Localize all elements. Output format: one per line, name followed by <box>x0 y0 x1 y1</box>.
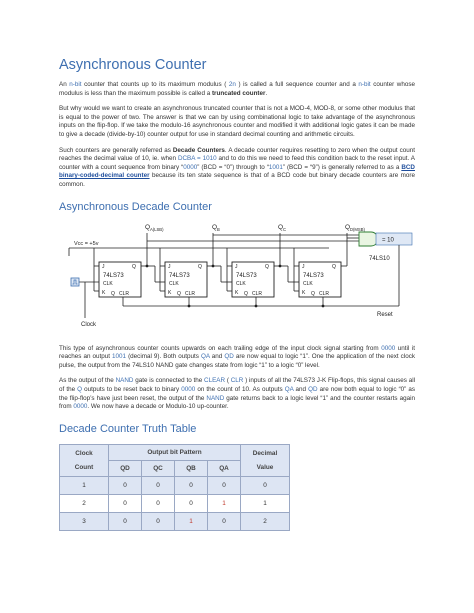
section-heading-truth-table: Decade Counter Truth Table <box>59 422 197 435</box>
term-1001: 1001 <box>112 353 127 361</box>
text-run: This type of asynchronous counter counts upwards on each trailing edge of the input clock signal starting from <box>59 344 382 352</box>
ff-clr-label: CLR <box>252 290 263 297</box>
header-value: Value <box>256 463 274 471</box>
nand-input-wires <box>147 233 359 241</box>
term-q: Q <box>77 385 83 393</box>
ff-qbar-label: Q <box>111 290 115 297</box>
term-n-bit: n-bit <box>358 81 371 88</box>
bcd-counter-link[interactable]: BCD binary-coded-decimal counter <box>59 163 415 180</box>
paragraph-decade <box>59 147 415 190</box>
flip-flop-1 <box>99 262 141 297</box>
text-run: are now both equal to logic “0” as the flip-flop’s have just been reset, the output of the <box>59 385 416 402</box>
cell-qa: 0 <box>208 476 241 494</box>
term-decade-counters: Decade Counters <box>172 146 225 154</box>
paragraph-operation <box>59 345 415 371</box>
term-nand: NAND <box>206 394 225 402</box>
term-dcba: DCBA = 1010 <box>177 155 217 163</box>
circuit-diagram <box>59 220 415 338</box>
ff-q-label: Q <box>265 263 269 270</box>
cell-qb: 0 <box>175 476 208 494</box>
cell-qa: 1 <box>208 494 241 512</box>
text-run: on the count of 10. As outputs <box>195 385 285 393</box>
ff-j-label: J <box>235 263 238 270</box>
term-truncated-counter: truncated counter <box>211 89 266 97</box>
clock-label: Clock <box>81 321 97 328</box>
ff-clr-label: CLR <box>119 290 130 297</box>
text-run: until it reaches an output <box>59 344 415 361</box>
paragraph-intro <box>59 81 415 98</box>
ff-clr-label: CLR <box>185 290 196 297</box>
term-2n: 2n <box>228 81 236 88</box>
cell-count: 3 <box>60 512 109 530</box>
cell-qd: 0 <box>109 494 142 512</box>
cell-qb: 0 <box>175 494 208 512</box>
term-clear: CLEAR <box>204 377 226 385</box>
ff-q-label: Q <box>332 263 336 270</box>
cell-qc: 0 <box>142 494 175 512</box>
cell-qa: 0 <box>208 512 241 530</box>
header-decimal: Decimal <box>252 449 278 457</box>
clock-source-icon <box>71 278 79 286</box>
term-0000: 0000 <box>183 163 198 171</box>
text-run: counter that counts up to its maximum modulus ( <box>81 81 229 88</box>
header-clock-count <box>60 444 109 476</box>
flip-flop-2 <box>165 262 207 297</box>
text-run: ) is called a full sequence counter and a <box>235 81 359 88</box>
page-title: Asynchronous Counter <box>59 57 207 73</box>
col-qa: QA <box>208 460 241 476</box>
ff-q-label: Q <box>198 263 202 270</box>
clock-wires <box>79 282 99 318</box>
table-row <box>60 494 290 512</box>
text-run: gate returns back to a logic level “1” and the counter restarts again from <box>59 394 415 411</box>
text-run: . <box>265 89 268 97</box>
vcc-label: Vcc = +5v <box>74 240 99 247</box>
header-output-pattern: Output bit Pattern <box>109 444 241 460</box>
ff-j-label: J <box>168 263 171 270</box>
ff-chip-label: 74LS73 <box>169 272 190 279</box>
header-decimal-value <box>241 444 290 476</box>
q-label-a: Q <box>145 223 151 231</box>
term-1001: 1001 <box>268 163 283 171</box>
text-run: because its ten state sequence is that of a BCD code but binary decade counters are more common. <box>59 172 415 188</box>
ff-clr-label: CLR <box>319 290 330 297</box>
col-qc: QC <box>142 460 175 476</box>
ff-k-label: K <box>102 289 106 296</box>
q-sub-d: D(MSB) <box>350 226 365 232</box>
term-qa: QA <box>284 385 294 393</box>
term-qd: QD <box>308 385 318 393</box>
cell-decimal: 0 <box>241 476 290 494</box>
q-sub-c: C <box>283 226 287 232</box>
term-n-bit: n-bit <box>69 81 82 88</box>
col-qb: QB <box>175 460 208 476</box>
text-run: gate is connected to the <box>133 377 205 385</box>
ff-k-label: K <box>235 289 239 296</box>
term-0000: 0000 <box>181 385 196 393</box>
cell-count: 1 <box>60 476 109 494</box>
term-qd: QD <box>224 353 234 361</box>
ff-chip-label: 74LS73 <box>103 272 124 279</box>
table-row <box>60 512 290 530</box>
text-run: and <box>209 353 225 361</box>
q-label-c: Q <box>278 223 284 231</box>
text-run: . A decade counter requires resetting to zero when the output count reaches the decimal value of 10, ie. when <box>59 146 415 163</box>
cell-count: 2 <box>60 494 109 512</box>
paragraph-why: But why would we want to create an asynchronous truncated counter that is not a MOD-4, MOD-8, or some other modulus that is equal to the power of two. The answer is that we can by using combinational logic to take advantage of the asynchronous inputs on the flip-flop. If we take the modulo-16 asynchronous counter and modified it with additional logic gates it can be made to give a decade (divide-by-10) counter output for use in standard decimal counting and arithmetic circuits. <box>59 105 415 138</box>
text-run: As the output of the <box>59 377 116 385</box>
q-sub-a: A(LSB) <box>150 226 164 232</box>
q-output-wires <box>147 233 347 266</box>
term-0000: 0000 <box>381 344 396 352</box>
q-label-b: Q <box>212 223 218 231</box>
cell-decimal: 1 <box>241 494 290 512</box>
ff-clk-label: CLK <box>236 280 246 287</box>
truth-table <box>59 444 290 531</box>
term-nand: NAND <box>115 377 134 385</box>
ff-j-label: J <box>102 263 105 270</box>
cell-decimal: 2 <box>241 512 290 530</box>
gate-chip-label: 74LS10 <box>369 255 390 262</box>
flip-flop-3 <box>232 262 274 297</box>
cell-qc: 0 <box>142 476 175 494</box>
text-run: ” (BCD = “0”) through to “ <box>197 163 269 171</box>
decade-counter-circuit <box>59 220 415 338</box>
col-qd: QD <box>109 460 142 476</box>
ff-clk-label: CLK <box>103 280 113 287</box>
cell-qd: 0 <box>109 476 142 494</box>
text-run: (decimal 9). Both outputs <box>126 353 201 361</box>
ff-q-label: Q <box>132 263 136 270</box>
text-run: Such counters are generally referred as <box>59 146 173 154</box>
term-qa: QA <box>200 353 210 361</box>
flip-flop-4 <box>299 262 341 297</box>
ff-qbar-label: Q <box>311 290 315 297</box>
text-run: ) inputs of all the 74LS73 J-K Flip-flops, this signal causes all of the <box>59 377 415 393</box>
text-run: outputs to be reset back to binary <box>82 385 182 393</box>
header-count: Count <box>74 463 94 471</box>
ff-k-label: K <box>302 289 306 296</box>
cell-qd: 0 <box>109 512 142 530</box>
cell-qb: 1 <box>175 512 208 530</box>
text-run: and <box>293 385 309 393</box>
text-run: and to do this we need to feed this condition back to the reset input. A counter with a count sequence from binary “ <box>59 155 415 171</box>
ff-clk-label: CLK <box>169 280 179 287</box>
text-run: are now equal to logic “1”. One the application of the next clock pulse, the output from the 74LS10 NAND gate changes state from logic “1” to a logic “0” level. <box>59 353 415 369</box>
cell-qc: 0 <box>142 512 175 530</box>
text-run: ( <box>225 377 231 385</box>
gate-label: = 10 <box>382 237 394 244</box>
paragraph-reset <box>59 377 415 411</box>
document-page <box>59 56 415 531</box>
text-run: . We now have a decade or Modulo-10 up-counter. <box>87 403 229 411</box>
ff-j-label: J <box>302 263 305 270</box>
table-row <box>60 476 290 494</box>
section-heading-circuit: Asynchronous Decade Counter <box>59 200 212 213</box>
q-sub-b: B <box>217 226 220 232</box>
ff-qbar-label: Q <box>177 290 181 297</box>
text-run: An <box>59 81 70 88</box>
ff-chip-label: 74LS73 <box>236 272 257 279</box>
term-0000: 0000 <box>73 403 88 411</box>
ff-chip-label: 74LS73 <box>303 272 324 279</box>
ff-qbar-label: Q <box>244 290 248 297</box>
q-label-d: Q <box>345 223 351 231</box>
term-clr: CLR <box>230 377 244 385</box>
text-run: counter whose modulus is less than the maximum possible is called a <box>59 81 415 97</box>
reset-label: Reset <box>377 311 393 318</box>
ff-k-label: K <box>168 289 172 296</box>
text-run: ” (BCD = “9”) is generally referred to as a <box>282 163 402 171</box>
ff-clk-label: CLK <box>303 280 313 287</box>
header-clock: Clock <box>75 449 93 457</box>
table-header-row <box>60 444 290 460</box>
